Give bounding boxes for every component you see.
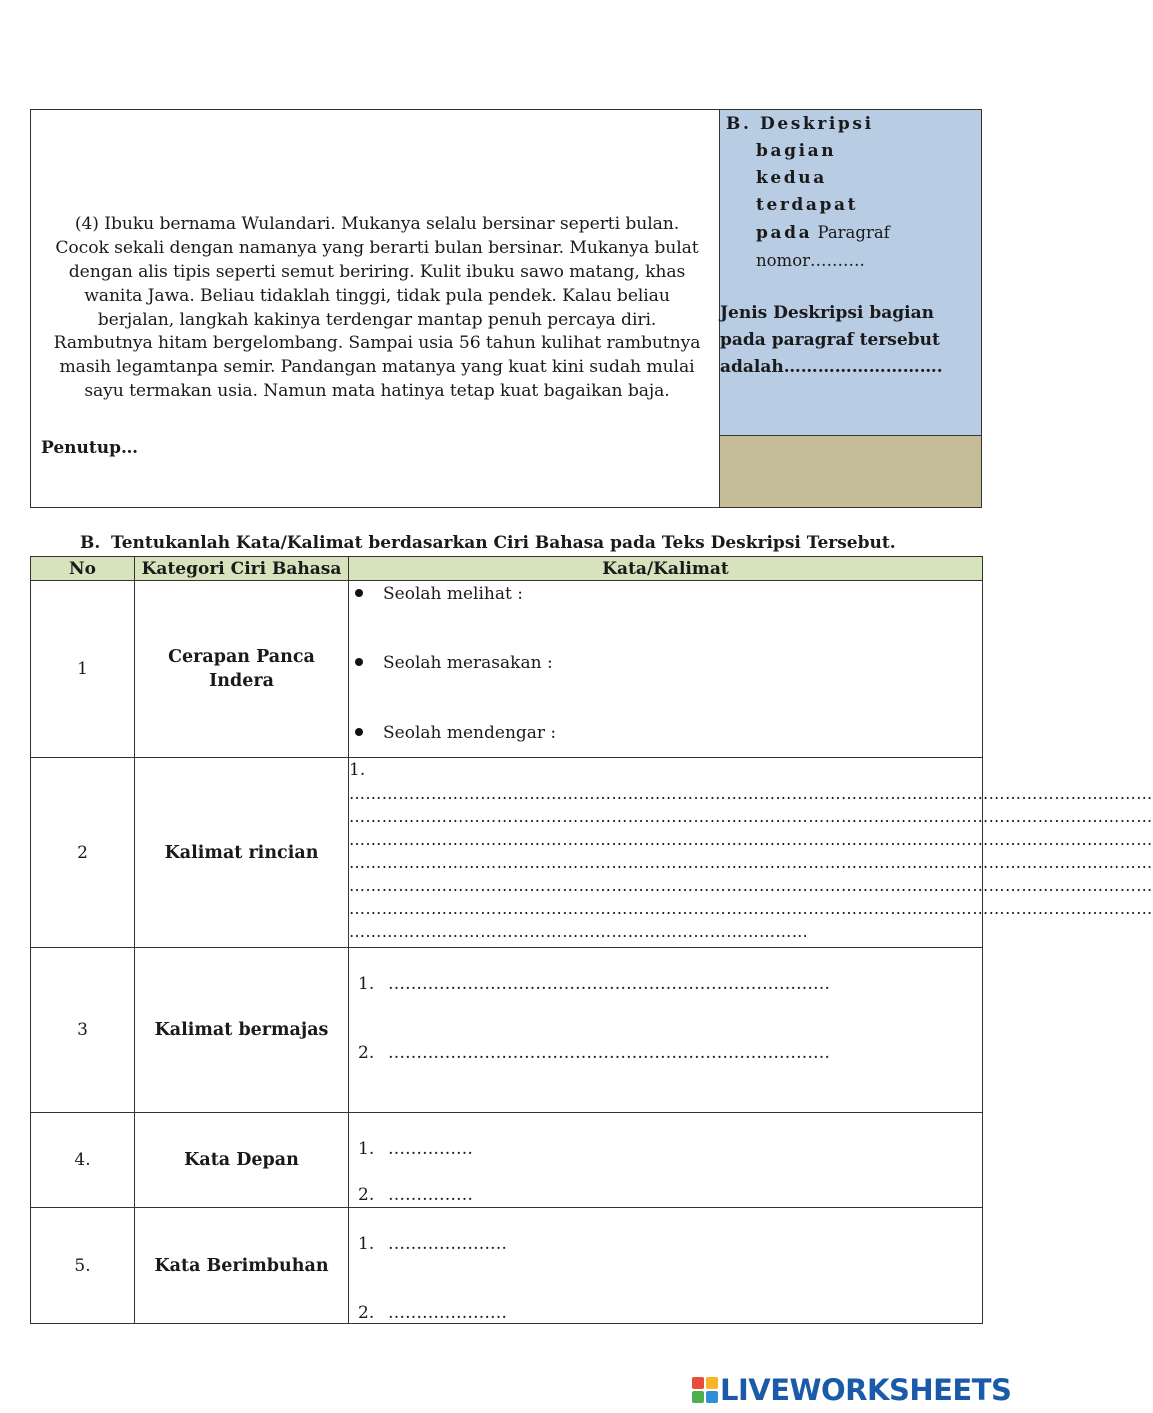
description-heading-line-3: kedua bbox=[756, 168, 827, 188]
header-category: Kategori Ciri Bahasa bbox=[135, 557, 349, 581]
answer-item-blank: …………… bbox=[388, 1139, 473, 1159]
logo-square-yellow bbox=[706, 1377, 718, 1389]
logo-text: LIVEWORKSHEETS bbox=[720, 1373, 1012, 1407]
paragraph-number-blank[interactable]: nomor………. bbox=[756, 251, 865, 270]
description-heading-line-2: bagian bbox=[756, 141, 837, 161]
answer-cell[interactable] bbox=[349, 1208, 983, 1324]
answer-line[interactable]: ………………………………………………………………………………………………………………………………… bbox=[349, 807, 1153, 826]
passage-box bbox=[30, 109, 982, 508]
answer-line[interactable]: ………………………………………………………………………… bbox=[349, 922, 809, 941]
row-category: Cerapan Panca Indera bbox=[135, 581, 349, 758]
section-title-text: Tentukanlah Kata/Kalimat berdasarkan Ciri Bahasa pada Teks Deskripsi Tersebut. bbox=[111, 533, 896, 553]
description-heading-line-5 bbox=[726, 219, 976, 247]
table-row bbox=[31, 948, 983, 1113]
answer-number: 1. bbox=[349, 760, 366, 780]
answer-line[interactable]: ………………………………………………………………………………………………………………………………… bbox=[349, 853, 1153, 872]
answer-line[interactable]: ………………………………………………………………………………………………………………………………… bbox=[349, 876, 1153, 895]
answer-item-blank: …………… bbox=[388, 1185, 473, 1205]
answer-cell[interactable] bbox=[349, 1113, 983, 1208]
row-number: 5. bbox=[31, 1208, 135, 1324]
row-number: 4. bbox=[31, 1113, 135, 1208]
table-row bbox=[31, 581, 983, 758]
bullet-item[interactable] bbox=[355, 723, 556, 743]
row-category: Kata Depan bbox=[135, 1113, 349, 1208]
bullet-icon bbox=[355, 728, 363, 736]
answer-cell[interactable] bbox=[349, 948, 983, 1113]
description-heading bbox=[726, 111, 976, 274]
logo-square-green bbox=[692, 1391, 704, 1403]
section-letter: B. bbox=[80, 533, 101, 553]
liveworksheets-logo-icon bbox=[692, 1377, 718, 1403]
logo-square-blue bbox=[706, 1391, 718, 1403]
answer-item-number: 1. bbox=[358, 974, 375, 994]
bullet-icon bbox=[355, 589, 363, 597]
logo-square-red bbox=[692, 1377, 704, 1389]
answer-line[interactable]: ………………………………………………………………………………………………………………………………… bbox=[349, 899, 1153, 918]
row-category: Kalimat rincian bbox=[135, 758, 349, 948]
answer-cell[interactable] bbox=[349, 758, 1153, 948]
passage-text: (4) Ibuku bernama Wulandari. Mukanya selalu bersinar seperti bulan. Cocok sekali dengan namanya yang berarti bulan bersinar. Mukanya bulat dengan alis tipis seperti semut beriring. Kulit ibuku sawo matang, khas wanita Jawa. Beliau tidaklah tinggi, tidak pula pendek. Kalau beliau berjalan, langkah kakinya terdengar mantap penuh percaya diri. Rambutnya hitam bergelombang. Sampai usia 56 tahun kulihat rambutnya masih legamtanpa semir. Pandangan matanya yang kuat kini sudah mulai sayu termakan usia. Namun mata hatinya tetap kuat bagaikan baja. bbox=[53, 214, 701, 401]
row-number: 2 bbox=[31, 758, 135, 948]
answer-cell[interactable] bbox=[349, 581, 983, 758]
description-panel bbox=[720, 110, 981, 436]
section-b-title bbox=[80, 533, 896, 553]
closing-panel bbox=[720, 436, 981, 507]
row-number: 1 bbox=[31, 581, 135, 758]
answer-item-blank: ………………… bbox=[388, 1234, 507, 1254]
answer-line[interactable]: ………………………………………………………………………………………………………………………………… bbox=[349, 830, 1153, 849]
table-row bbox=[31, 1113, 983, 1208]
answer-item-number: 1. bbox=[358, 1139, 375, 1159]
description-type-question[interactable]: Jenis Deskripsi bagian pada paragraf tersebut adalah………………………. bbox=[720, 303, 943, 377]
bullet-label: Seolah mendengar : bbox=[383, 723, 557, 743]
answer-item-blank: ………………… bbox=[388, 1303, 507, 1323]
answer-item[interactable] bbox=[358, 1043, 830, 1063]
answer-item[interactable] bbox=[358, 1303, 507, 1323]
closing-label[interactable]: Penutup… bbox=[41, 438, 138, 458]
description-heading-line-1: B. Deskripsi bbox=[726, 114, 874, 134]
header-kata-kalimat: Kata/Kalimat bbox=[349, 557, 983, 581]
language-features-table bbox=[30, 556, 1153, 1324]
table-header-row bbox=[31, 557, 983, 581]
answer-item[interactable] bbox=[358, 974, 830, 994]
bullet-icon bbox=[355, 658, 363, 666]
row-number: 3 bbox=[31, 948, 135, 1113]
answer-item-blank: …………………………………………………………………… bbox=[388, 974, 830, 994]
row-category: Kata Berimbuhan bbox=[135, 1208, 349, 1324]
header-no: No bbox=[31, 557, 135, 581]
bullet-item[interactable] bbox=[355, 584, 523, 604]
answer-item[interactable] bbox=[358, 1139, 473, 1159]
answer-item[interactable] bbox=[358, 1185, 473, 1205]
description-heading-line-4: terdapat bbox=[756, 195, 859, 215]
description-heading-line-5-bold: pada bbox=[756, 223, 813, 243]
answer-item-blank: …………………………………………………………………… bbox=[388, 1043, 830, 1063]
liveworksheets-logo bbox=[692, 1372, 1011, 1408]
table-row bbox=[31, 1208, 983, 1324]
description-heading-line-5-plain: Paragraf bbox=[812, 223, 890, 242]
answer-item-number: 2. bbox=[358, 1303, 375, 1323]
bullet-label: Seolah merasakan : bbox=[383, 653, 553, 673]
answer-item-number: 1. bbox=[358, 1234, 375, 1254]
table-row bbox=[31, 758, 983, 948]
answer-item-number: 2. bbox=[358, 1185, 375, 1205]
row-category: Kalimat bermajas bbox=[135, 948, 349, 1113]
answer-line[interactable]: ………………………………………………………………………………………………………………………………… bbox=[349, 784, 1153, 803]
bullet-item[interactable] bbox=[355, 653, 553, 673]
answer-item-number: 2. bbox=[358, 1043, 375, 1063]
bullet-label: Seolah melihat : bbox=[383, 584, 523, 604]
answer-item[interactable] bbox=[358, 1234, 507, 1254]
